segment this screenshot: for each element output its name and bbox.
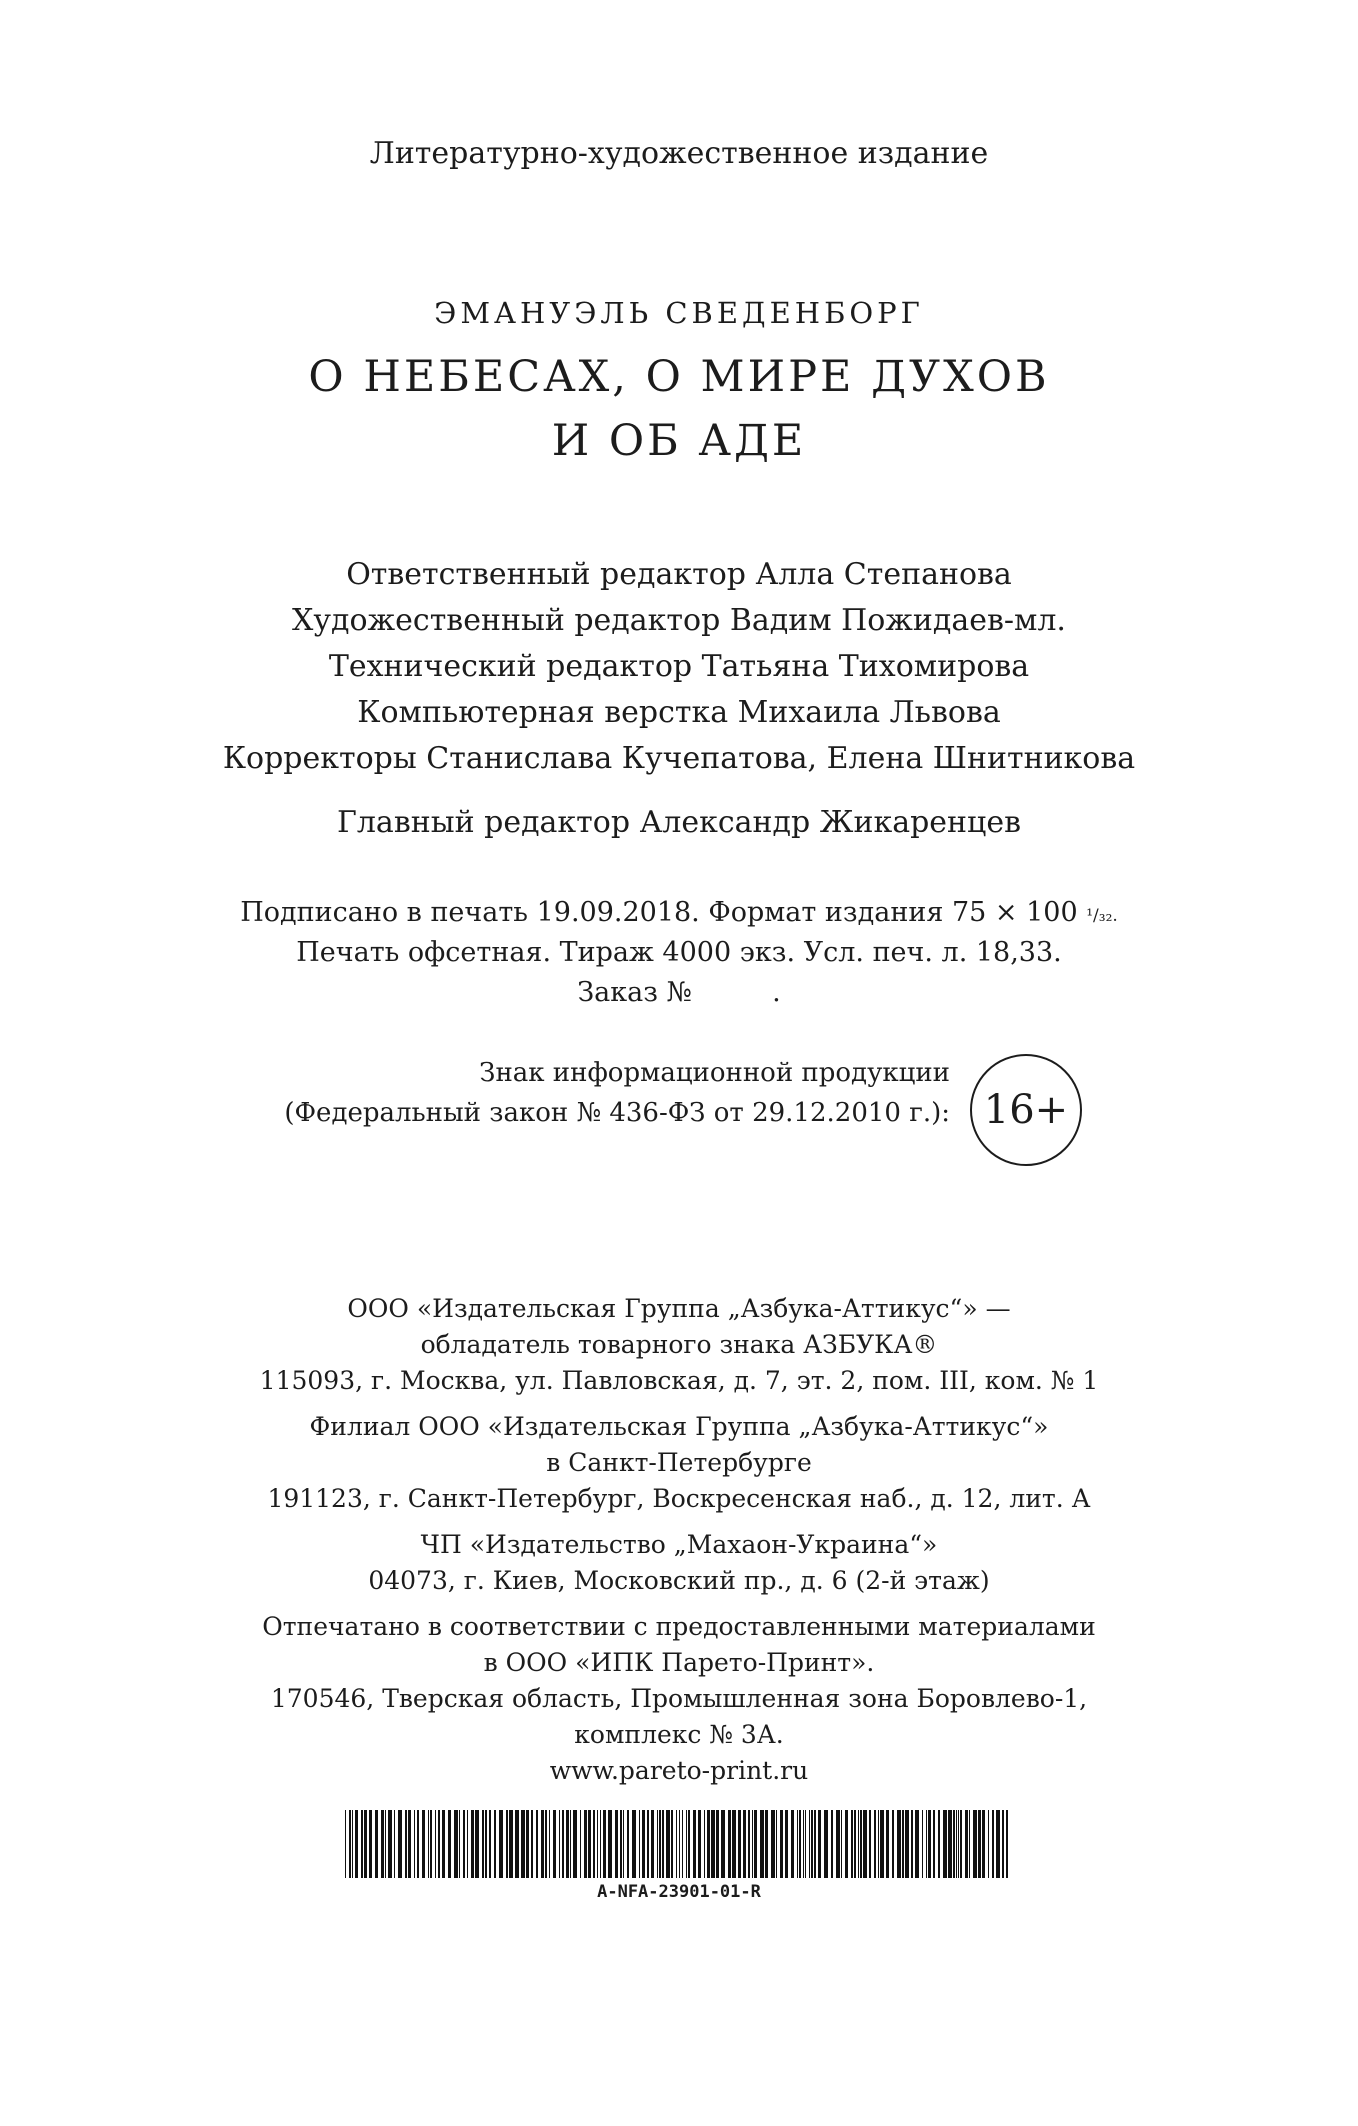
barcode-bar xyxy=(471,1810,474,1878)
barcode-bar xyxy=(349,1810,351,1878)
barcode-bar xyxy=(780,1810,783,1878)
barcode-bar xyxy=(973,1810,977,1878)
barcode-bar xyxy=(463,1810,465,1878)
barcode-bar xyxy=(716,1810,719,1878)
barcode-bar xyxy=(743,1810,746,1878)
barcode-bar xyxy=(600,1810,601,1878)
barcode-bar xyxy=(627,1810,629,1878)
barcode-bar xyxy=(748,1810,750,1878)
barcode-bar xyxy=(666,1810,670,1878)
printer-line: Отпечатано в соответствии с предоставленными материалами xyxy=(262,1612,1096,1641)
barcode-bar xyxy=(584,1810,587,1878)
barcode-bar xyxy=(364,1810,367,1878)
barcode-bar xyxy=(948,1810,952,1878)
branch-address: 191123, г. Санкт-Петербург, Воскресенская наб., д. 12, лит. А xyxy=(267,1484,1091,1513)
barcode-bar xyxy=(988,1810,989,1878)
order-number-line xyxy=(0,977,1358,1008)
barcode-bar xyxy=(960,1810,962,1878)
barcode-bar xyxy=(933,1810,935,1878)
barcode-bar xyxy=(531,1810,533,1878)
barcode-bar xyxy=(549,1810,550,1878)
author-name: ЭМАНУЭЛЬ СВЕДЕНБОРГ xyxy=(434,296,924,330)
barcode xyxy=(345,1810,1013,1878)
credit-layout: Компьютерная верстка Михаила Львова xyxy=(357,695,1001,730)
barcode-bar xyxy=(869,1810,871,1878)
barcode-bar xyxy=(905,1810,909,1878)
barcode-bar xyxy=(851,1810,853,1878)
barcode-bar xyxy=(385,1810,386,1878)
barcode-bar xyxy=(454,1810,458,1878)
barcode-bar xyxy=(345,1810,346,1878)
barcode-bar xyxy=(651,1810,654,1878)
barcode-bar xyxy=(938,1810,940,1878)
branch-line: в Санкт-Петербурге xyxy=(546,1448,812,1477)
barcode-bar xyxy=(824,1810,828,1878)
barcode-bar xyxy=(880,1810,884,1878)
info-product-law-label: (Федеральный закон № 436-ФЗ от 29.12.2010 г.): xyxy=(284,1098,950,1128)
barcode-bar xyxy=(422,1810,425,1878)
barcode-bar xyxy=(897,1810,901,1878)
barcode-bar xyxy=(693,1810,696,1878)
credit-art-editor: Художественный редактор Вадим Пожидаев-мл. xyxy=(292,603,1066,638)
barcode-bar xyxy=(915,1810,919,1878)
barcode-bar xyxy=(803,1810,804,1878)
barcode-bar xyxy=(459,1810,460,1878)
barcode-bar xyxy=(562,1810,564,1878)
printer-website: www.pareto-print.ru xyxy=(549,1756,809,1785)
print-run-line: Печать офсетная. Тираж 4000 экз. Усл. печ. л. 18,33. xyxy=(296,937,1062,968)
barcode-bar xyxy=(969,1810,970,1878)
barcode-bar xyxy=(639,1810,640,1878)
barcode-bar xyxy=(811,1810,813,1878)
barcode-bar xyxy=(515,1810,519,1878)
branch-line: Филиал ООО «Издательская Группа „Азбука-Аттикус“» xyxy=(309,1412,1049,1441)
barcode-bar xyxy=(809,1810,810,1878)
info-product-sign-label: Знак информационной продукции xyxy=(479,1058,950,1088)
barcode-bar xyxy=(381,1810,384,1878)
order-end: . xyxy=(772,977,781,1008)
credit-proofreaders: Корректоры Станислава Кучепатова, Елена Шнитникова xyxy=(222,741,1136,776)
barcode-bar xyxy=(541,1810,544,1878)
barcode-bar xyxy=(992,1810,994,1878)
barcode-bar xyxy=(854,1810,856,1878)
barcode-bar xyxy=(836,1810,840,1878)
barcode-bar xyxy=(657,1810,658,1878)
barcode-bar xyxy=(553,1810,556,1878)
barcode-bar xyxy=(588,1810,591,1878)
printer-address: 170546, Тверская область, Промышленная зона Боровлево-1, xyxy=(270,1684,1088,1713)
barcode-bar xyxy=(414,1810,415,1878)
barcode-bar xyxy=(831,1810,833,1878)
age-rating-badge: 16+ xyxy=(970,1054,1082,1166)
barcode-bar xyxy=(760,1810,764,1878)
genre-label: Литературно-художественное издание xyxy=(369,136,989,171)
credit-chief-editor: Главный редактор Александр Жикаренцев xyxy=(337,805,1021,840)
barcode-bar xyxy=(566,1810,569,1878)
barcode-bar xyxy=(996,1810,1000,1878)
barcode-bar xyxy=(785,1810,788,1878)
barcode-bar xyxy=(1002,1810,1004,1878)
barcode-bar xyxy=(682,1810,683,1878)
barcode-bar xyxy=(776,1810,777,1878)
barcode-bar xyxy=(394,1810,395,1878)
barcode-bar xyxy=(791,1810,794,1878)
barcode-bar xyxy=(953,1810,955,1878)
barcode-bar xyxy=(623,1810,624,1878)
barcode-bar xyxy=(388,1810,392,1878)
barcode-bar xyxy=(771,1810,775,1878)
barcode-bar xyxy=(499,1810,503,1878)
barcode-bar xyxy=(1006,1810,1008,1878)
barcode-bar xyxy=(603,1810,606,1878)
ukraine-publisher: ЧП «Издательство „Махаон-Украина“» xyxy=(420,1530,938,1559)
barcode-bar xyxy=(765,1810,768,1878)
barcode-bar xyxy=(428,1810,429,1878)
barcode-bar xyxy=(369,1810,372,1878)
barcode-code: A-NFA-23901-01-R xyxy=(597,1882,761,1902)
barcode-bar xyxy=(662,1810,664,1878)
publisher-line: обладатель товарного знака АЗБУКА® xyxy=(420,1330,938,1359)
barcode-bar xyxy=(711,1810,715,1878)
barcode-bar xyxy=(494,1810,496,1878)
barcode-bar xyxy=(438,1810,440,1878)
barcode-bar xyxy=(797,1810,798,1878)
barcode-bar xyxy=(485,1810,487,1878)
barcode-bar xyxy=(536,1810,538,1878)
print-signed-text: Подписано в печать 19.09.2018. Формат издания 75 × 100 xyxy=(240,897,1087,928)
barcode-bar xyxy=(686,1810,687,1878)
barcode-bar xyxy=(559,1810,560,1878)
barcode-bar xyxy=(922,1810,923,1878)
barcode-bar xyxy=(841,1810,842,1878)
barcode-bar xyxy=(489,1810,491,1878)
barcode-bar xyxy=(448,1810,451,1878)
printer-address: комплекс № 3А. xyxy=(574,1720,784,1749)
publisher-address: 115093, г. Москва, ул. Павловская, д. 7, эт. 2, пом. III, ком. № 1 xyxy=(259,1366,1099,1395)
barcode-bar xyxy=(570,1810,571,1878)
barcode-bar xyxy=(442,1810,445,1878)
barcode-bar xyxy=(593,1810,595,1878)
barcode-bar xyxy=(671,1810,673,1878)
barcode-bar xyxy=(752,1810,753,1878)
barcode-bar xyxy=(892,1810,894,1878)
barcode-bar xyxy=(928,1810,931,1878)
barcode-bar xyxy=(573,1810,577,1878)
barcode-bar xyxy=(958,1810,959,1878)
barcode-bar xyxy=(874,1810,876,1878)
barcode-bar xyxy=(679,1810,680,1878)
barcode-bar xyxy=(352,1810,353,1878)
credit-technical-editor: Технический редактор Татьяна Тихомирова xyxy=(328,649,1030,684)
barcode-bar xyxy=(860,1810,862,1878)
barcode-bar xyxy=(408,1810,411,1878)
barcode-bar xyxy=(858,1810,859,1878)
barcode-bar xyxy=(754,1810,757,1878)
barcode-bar xyxy=(526,1810,529,1878)
barcode-bar xyxy=(911,1810,913,1878)
print-format-fraction: ¹/₃₂. xyxy=(1086,906,1118,926)
barcode-bar xyxy=(978,1810,981,1878)
barcode-bar xyxy=(620,1810,622,1878)
barcode-bar xyxy=(926,1810,927,1878)
barcode-bar xyxy=(902,1810,904,1878)
barcode-bar xyxy=(878,1810,879,1878)
barcode-bar xyxy=(728,1810,731,1878)
barcode-bar xyxy=(398,1810,402,1878)
book-title-line-1: О НЕБЕСАХ, О МИРЕ ДУХОВ xyxy=(308,352,1050,402)
barcode-bar xyxy=(580,1810,581,1878)
barcode-bar xyxy=(506,1810,508,1878)
barcode-bar xyxy=(647,1810,649,1878)
barcode-bar xyxy=(355,1810,358,1878)
ukraine-address: 04073, г. Киев, Московский пр., д. 6 (2-й этаж) xyxy=(368,1566,990,1595)
barcode-bar xyxy=(430,1810,432,1878)
barcode-bar xyxy=(799,1810,801,1878)
barcode-bar xyxy=(597,1810,598,1878)
barcode-bar xyxy=(965,1810,968,1878)
barcode-bar xyxy=(732,1810,736,1878)
barcode-bar xyxy=(375,1810,378,1878)
order-label: Заказ № xyxy=(577,977,693,1008)
publisher-line: ООО «Издательская Группа „Азбука-Аттикус“» — xyxy=(347,1294,1011,1323)
barcode-bar xyxy=(405,1810,407,1878)
barcode-bar xyxy=(467,1810,468,1878)
book-title-line-2: И ОБ АДЕ xyxy=(551,416,807,466)
credit-responsible-editor: Ответственный редактор Алла Степанова xyxy=(346,557,1012,592)
barcode-bar xyxy=(943,1810,947,1878)
barcode-bar xyxy=(721,1810,725,1878)
barcode-bar xyxy=(982,1810,985,1878)
barcode-bar xyxy=(521,1810,525,1878)
barcode-bar xyxy=(417,1810,419,1878)
barcode-bar xyxy=(608,1810,612,1878)
barcode-bar xyxy=(475,1810,479,1878)
barcode-bar xyxy=(818,1810,821,1878)
printer-line: в ООО «ИПК Парето-Принт». xyxy=(483,1648,875,1677)
barcode-bar xyxy=(886,1810,889,1878)
barcode-bar xyxy=(863,1810,867,1878)
barcode-bar xyxy=(632,1810,636,1878)
barcode-bar xyxy=(698,1810,701,1878)
barcode-bar xyxy=(509,1810,513,1878)
barcode-bar xyxy=(845,1810,848,1878)
barcode-bar xyxy=(482,1810,484,1878)
barcode-bar xyxy=(676,1810,677,1878)
barcode-bar xyxy=(642,1810,645,1878)
barcode-bar xyxy=(361,1810,363,1878)
barcode-bar xyxy=(738,1810,741,1878)
barcode-bar xyxy=(707,1810,710,1878)
barcode-bar xyxy=(659,1810,661,1878)
barcode-bar xyxy=(814,1810,816,1878)
barcode-bar xyxy=(704,1810,705,1878)
barcode-bar xyxy=(545,1810,547,1878)
print-signed-line xyxy=(0,897,1358,928)
barcode-bar xyxy=(435,1810,436,1878)
barcode-bar xyxy=(615,1810,618,1878)
barcode-bar xyxy=(688,1810,690,1878)
barcode-bar xyxy=(956,1810,957,1878)
barcode-bar xyxy=(805,1810,806,1878)
